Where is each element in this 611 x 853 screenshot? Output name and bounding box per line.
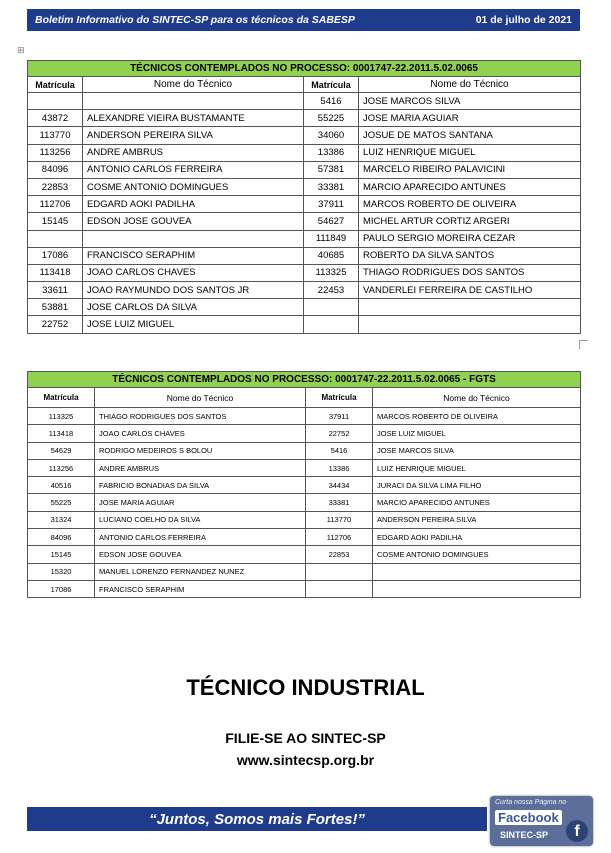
cell-nome: JOAO CARLOS CHAVES xyxy=(83,264,304,281)
bulletin-header xyxy=(27,9,580,31)
cell-nome: THIAGO RODRIGUES DOS SANTOS xyxy=(359,264,581,281)
cell-nome: JOAO CARLOS CHAVES xyxy=(95,425,306,442)
cell-matricula: 15145 xyxy=(28,546,95,563)
table-row xyxy=(28,230,581,247)
facebook-wordmark: Facebook xyxy=(495,810,562,825)
cell-matricula: 113256 xyxy=(28,144,83,161)
cell-nome: RODRIGO MEDEIROS S BOLOU xyxy=(95,442,306,459)
cell-nome xyxy=(359,299,581,316)
cell-matricula: 43872 xyxy=(28,110,83,127)
cell-matricula: 55225 xyxy=(28,494,95,511)
cell-nome: THIAGO RODRIGUES DOS SANTOS xyxy=(95,408,306,425)
table-row xyxy=(28,459,581,476)
cell-matricula: 53881 xyxy=(28,299,83,316)
cell-nome: EDGARD AOKI PADILHA xyxy=(83,196,304,213)
cell-nome: JURACI DA SILVA LIMA FILHO xyxy=(373,477,581,494)
cell-nome: JOSE CARLOS DA SILVA xyxy=(83,299,304,316)
table-row xyxy=(28,580,581,597)
table-row xyxy=(28,247,581,264)
table-row xyxy=(28,127,581,144)
cell-matricula xyxy=(306,580,373,597)
table-contemplados-fgts xyxy=(27,371,581,598)
cell-matricula: 113418 xyxy=(28,425,95,442)
column-header-matricula: Matrícula xyxy=(304,77,359,93)
cell-nome: EDSON JOSE GOUVEA xyxy=(83,213,304,230)
cell-matricula: 84096 xyxy=(28,161,83,178)
table-caption: TÉCNICOS CONTEMPLADOS NO PROCESSO: 0001747-22.2011.5.02.0065 - FGTS xyxy=(28,372,581,388)
cell-matricula: 113256 xyxy=(28,459,95,476)
cell-matricula: 112706 xyxy=(28,196,83,213)
table-row xyxy=(28,161,581,178)
cell-nome: ANTONIO CARLOS FERREIRA xyxy=(95,529,306,546)
cell-nome: ANDRE AMBRUS xyxy=(83,144,304,161)
cell-nome: COSME ANTONIO DOMINGUES xyxy=(373,546,581,563)
cell-matricula: 33381 xyxy=(306,494,373,511)
cell-matricula: 54627 xyxy=(304,213,359,230)
cell-matricula: 22752 xyxy=(28,316,83,333)
table-caption: TÉCNICOS CONTEMPLADOS NO PROCESSO: 0001747-22.2011.5.02.0065 xyxy=(28,61,581,77)
cell-matricula: 113325 xyxy=(304,264,359,281)
cell-matricula: 57381 xyxy=(304,161,359,178)
cell-nome: MARCIO APARECIDO ANTUNES xyxy=(373,494,581,511)
table-anchor-icon[interactable]: ⊞ xyxy=(17,45,25,55)
cell-matricula: 15145 xyxy=(28,213,83,230)
cell-matricula: 13386 xyxy=(306,459,373,476)
cell-nome: ANDERSON PEREIRA SILVA xyxy=(83,127,304,144)
cell-matricula: 22453 xyxy=(304,282,359,299)
column-header-nome: Nome do Técnico xyxy=(83,77,304,93)
cell-nome: MARCOS ROBERTO DE OLIVEIRA xyxy=(359,196,581,213)
cell-matricula: 5416 xyxy=(304,93,359,110)
table-row xyxy=(28,494,581,511)
cell-matricula xyxy=(28,230,83,247)
cell-nome: LUIZ HENRIQUE MIGUEL xyxy=(373,459,581,476)
cell-matricula: 22853 xyxy=(28,178,83,195)
table-row xyxy=(28,442,581,459)
facebook-icon: f xyxy=(566,820,588,842)
cell-matricula: 33611 xyxy=(28,282,83,299)
cell-nome: JOSE LUIZ MIGUEL xyxy=(83,316,304,333)
table-row xyxy=(28,563,581,580)
cell-nome: JOSE MARCOS SILVA xyxy=(373,442,581,459)
cell-matricula: 113325 xyxy=(28,408,95,425)
column-header-nome: Nome do Técnico xyxy=(359,77,581,93)
cell-matricula xyxy=(306,563,373,580)
cell-matricula: 37911 xyxy=(304,196,359,213)
cell-matricula: 84096 xyxy=(28,529,95,546)
cell-nome: FRANCISCO SERAPHIM xyxy=(83,247,304,264)
table-row xyxy=(28,282,581,299)
cell-nome: ALEXANDRE VIEIRA BUSTAMANTE xyxy=(83,110,304,127)
cell-nome: JOSE LUIZ MIGUEL xyxy=(373,425,581,442)
table-row xyxy=(28,213,581,230)
cell-matricula: 54629 xyxy=(28,442,95,459)
cell-nome: EDSON JOSE GOUVEA xyxy=(95,546,306,563)
cell-nome: ROBERTO DA SILVA SANTOS xyxy=(359,247,581,264)
cell-nome: ANDERSON PEREIRA SILVA xyxy=(373,511,581,528)
cell-nome: JOAO RAYMUNDO DOS SANTOS JR xyxy=(83,282,304,299)
cell-nome: LUCIANO COELHO DA SILVA xyxy=(95,511,306,528)
cell-matricula: 17086 xyxy=(28,247,83,264)
table-row xyxy=(28,477,581,494)
facebook-badge[interactable] xyxy=(490,796,593,846)
cell-nome: MARCOS ROBERTO DE OLIVEIRA xyxy=(373,408,581,425)
cell-matricula: 22752 xyxy=(306,425,373,442)
cell-nome: JOSE MARIA AGUIAR xyxy=(359,110,581,127)
cell-matricula: 22853 xyxy=(306,546,373,563)
cell-nome: JOSUE DE MATOS SANTANA xyxy=(359,127,581,144)
cell-matricula: 17086 xyxy=(28,580,95,597)
cell-nome: MARCIO APARECIDO ANTUNES xyxy=(359,178,581,195)
cell-matricula: 33381 xyxy=(304,178,359,195)
table-row xyxy=(28,425,581,442)
cell-nome xyxy=(359,316,581,333)
cell-matricula: 40685 xyxy=(304,247,359,264)
cell-nome: FRANCISCO SERAPHIM xyxy=(95,580,306,597)
cell-nome: EDGARD AOKI PADILHA xyxy=(373,529,581,546)
table-row xyxy=(28,408,581,425)
cell-nome: JOSE MARCOS SILVA xyxy=(359,93,581,110)
table-row xyxy=(28,264,581,281)
cell-nome: MANUEL LORENZO FERNANDEZ NUNEZ xyxy=(95,563,306,580)
column-header-nome: Nome do Técnico xyxy=(373,388,581,408)
cell-nome xyxy=(373,580,581,597)
table-row xyxy=(28,299,581,316)
column-header-matricula: Matrícula xyxy=(28,77,83,93)
table-row xyxy=(28,178,581,195)
facebook-badge-name: SINTEC-SP xyxy=(500,830,549,840)
cell-nome: COSME ANTONIO DOMINGUES xyxy=(83,178,304,195)
table-row xyxy=(28,529,581,546)
table-row xyxy=(28,511,581,528)
table-row xyxy=(28,144,581,161)
cell-nome xyxy=(83,230,304,247)
bulletin-title: Boletim Informativo do SINTEC-SP para os técnicos da SABESP xyxy=(35,14,355,26)
promo-join: FILIE-SE AO SINTEC-SP xyxy=(225,730,386,746)
cell-matricula: 40516 xyxy=(28,477,95,494)
cell-matricula xyxy=(304,316,359,333)
cell-nome: ANTONIO CARLOS FERREIRA xyxy=(83,161,304,178)
cell-nome xyxy=(373,563,581,580)
facebook-badge-caption: Curta nossa Página no xyxy=(495,799,567,806)
table-row xyxy=(28,316,581,333)
column-header-matricula: Matrícula xyxy=(28,388,95,408)
promo-website-link[interactable]: www.sintecsp.org.br xyxy=(236,752,375,768)
cell-matricula: 111849 xyxy=(304,230,359,247)
promo-heading: TÉCNICO INDUSTRIAL xyxy=(186,675,425,700)
cell-matricula: 34434 xyxy=(306,477,373,494)
cell-matricula: 37911 xyxy=(306,408,373,425)
cell-nome xyxy=(83,93,304,110)
cell-matricula: 112706 xyxy=(306,529,373,546)
cell-nome: MARCELO RIBEIRO PALAVICINI xyxy=(359,161,581,178)
cell-nome: MICHEL ARTUR CORTIZ ARGERI xyxy=(359,213,581,230)
cell-matricula: 5416 xyxy=(306,442,373,459)
cell-matricula: 113418 xyxy=(28,264,83,281)
cell-nome: ANDRE AMBRUS xyxy=(95,459,306,476)
table-row xyxy=(28,110,581,127)
cell-nome: VANDERLEI FERREIRA DE CASTILHO xyxy=(359,282,581,299)
column-header-nome: Nome do Técnico xyxy=(95,388,306,408)
table-row xyxy=(28,546,581,563)
bulletin-date: 01 de julho de 2021 xyxy=(475,14,572,26)
cell-matricula: 34060 xyxy=(304,127,359,144)
cell-matricula xyxy=(28,93,83,110)
table-row xyxy=(28,196,581,213)
cell-nome: PAULO SERGIO MOREIRA CEZAR xyxy=(359,230,581,247)
cell-nome: JOSE MARIA AGUIAR xyxy=(95,494,306,511)
page-corner-mark xyxy=(579,340,588,349)
cell-matricula: 15320 xyxy=(28,563,95,580)
table-row xyxy=(28,93,581,110)
cell-matricula: 113770 xyxy=(306,511,373,528)
cell-matricula: 55225 xyxy=(304,110,359,127)
cell-matricula xyxy=(304,299,359,316)
cell-matricula: 113770 xyxy=(28,127,83,144)
table-contemplados xyxy=(27,60,581,334)
cell-nome: FABRICIO BONADIAS DA SILVA xyxy=(95,477,306,494)
footer-slogan: “Juntos, Somos mais Fortes!” xyxy=(27,807,487,831)
cell-nome: LUIZ HENRIQUE MIGUEL xyxy=(359,144,581,161)
cell-matricula: 31324 xyxy=(28,511,95,528)
cell-matricula: 13386 xyxy=(304,144,359,161)
column-header-matricula: Matrícula xyxy=(306,388,373,408)
